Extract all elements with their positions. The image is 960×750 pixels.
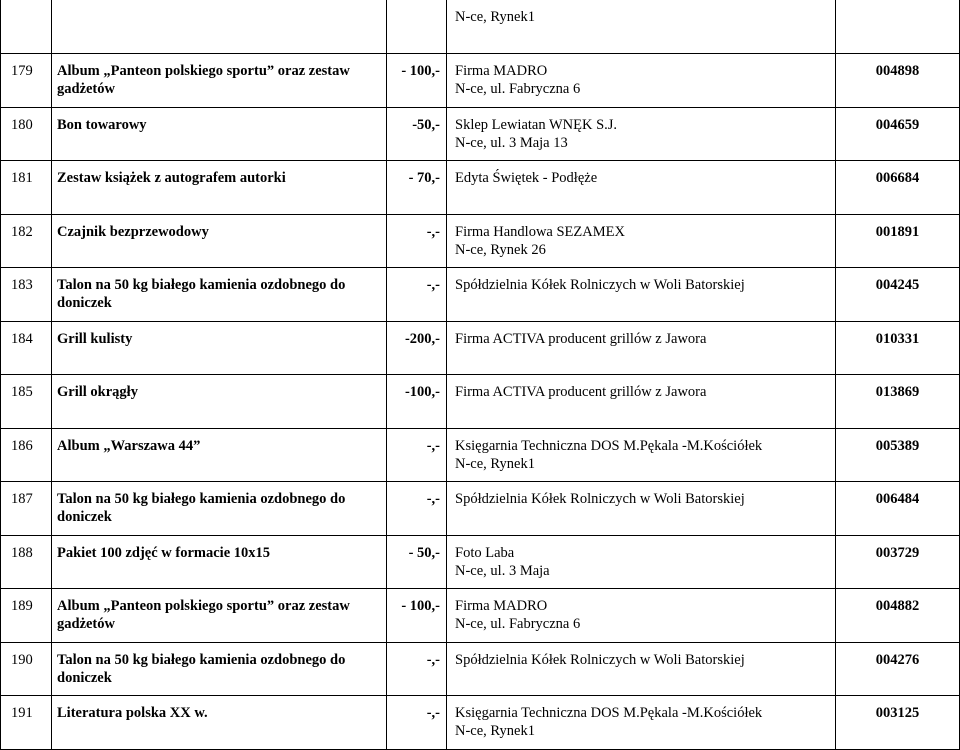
donor-name: Księgarnia Techniczna DOS M.Pękala -M.Kościółek bbox=[455, 438, 763, 454]
item-code: 010331 bbox=[875, 331, 920, 347]
cell-donor bbox=[447, 696, 836, 750]
donor-name: Sklep Lewiatan WNĘK S.J. bbox=[455, 117, 618, 133]
cell-name bbox=[52, 429, 387, 482]
cell-name bbox=[52, 108, 387, 161]
item-code: 005389 bbox=[875, 438, 920, 454]
donor-name: Spółdzielnia Kółek Rolniczych w Woli Batorskiej bbox=[455, 277, 745, 293]
item-code: 004659 bbox=[875, 117, 920, 133]
item-number: 181 bbox=[11, 170, 33, 186]
table-row bbox=[1, 322, 960, 375]
donor-name: Firma ACTIVA producent grillów z Jawora bbox=[455, 331, 707, 347]
cell-donor bbox=[447, 0, 836, 54]
item-number: 182 bbox=[11, 224, 33, 240]
cell-code bbox=[836, 482, 960, 536]
item-name: Album „Panteon polskiego sportu” oraz zestaw gadżetów bbox=[57, 598, 350, 632]
cell-donor bbox=[447, 589, 836, 643]
table-row bbox=[1, 161, 960, 215]
item-value: -,- bbox=[426, 277, 440, 293]
cell-name bbox=[52, 322, 387, 375]
table-row bbox=[1, 429, 960, 482]
item-value: -,- bbox=[426, 491, 440, 507]
cell-name bbox=[52, 268, 387, 322]
donor-name: Firma ACTIVA producent grillów z Jawora bbox=[455, 384, 707, 400]
donor-name: Foto Laba bbox=[455, 545, 515, 561]
item-name: Pakiet 100 zdjęć w formacie 10x15 bbox=[57, 545, 271, 561]
donor-address: N-ce, Rynek 26 bbox=[455, 242, 546, 258]
cell-donor bbox=[447, 482, 836, 536]
item-value: -100,- bbox=[404, 384, 440, 400]
item-code: 003729 bbox=[875, 545, 920, 561]
table-row bbox=[1, 643, 960, 696]
donor-name: Spółdzielnia Kółek Rolniczych w Woli Batorskiej bbox=[455, 652, 745, 668]
item-code: 006684 bbox=[875, 170, 920, 186]
cell-code bbox=[836, 375, 960, 429]
cell-code bbox=[836, 108, 960, 161]
cell-name bbox=[52, 536, 387, 589]
cell-code bbox=[836, 215, 960, 268]
cell-nr bbox=[1, 322, 52, 375]
item-value: - 100,- bbox=[401, 598, 440, 614]
cell-donor bbox=[447, 322, 836, 375]
table-row bbox=[1, 589, 960, 643]
cell-value bbox=[387, 536, 447, 589]
cell-name bbox=[52, 643, 387, 696]
cell-nr bbox=[1, 589, 52, 643]
table-row bbox=[1, 108, 960, 161]
item-value: - 50,- bbox=[408, 545, 440, 561]
item-name: Talon na 50 kg białego kamienia ozdobnego do doniczek bbox=[57, 491, 346, 525]
cell-donor bbox=[447, 429, 836, 482]
cell-value bbox=[387, 322, 447, 375]
cell-value bbox=[387, 696, 447, 750]
item-number: 186 bbox=[11, 438, 33, 454]
cell-code bbox=[836, 0, 960, 54]
cell-nr bbox=[1, 696, 52, 750]
item-name: Literatura polska XX w. bbox=[57, 705, 208, 721]
cell-code bbox=[836, 643, 960, 696]
donor-address: N-ce, Rynek1 bbox=[455, 456, 535, 472]
item-number: 188 bbox=[11, 545, 33, 561]
cell-donor bbox=[447, 54, 836, 108]
donor-address: N-ce, ul. Fabryczna 6 bbox=[455, 616, 581, 632]
item-code: 004898 bbox=[875, 63, 920, 79]
table-row-top bbox=[1, 0, 960, 54]
donor-name: Edyta Świętek - Podłęże bbox=[455, 170, 598, 186]
cell-code bbox=[836, 268, 960, 322]
cell-name bbox=[52, 589, 387, 643]
item-name: Album „Panteon polskiego sportu” oraz zestaw gadżetów bbox=[57, 63, 350, 97]
cell-donor bbox=[447, 108, 836, 161]
cell-nr bbox=[1, 375, 52, 429]
cell-nr bbox=[1, 54, 52, 108]
item-code: 013869 bbox=[875, 384, 920, 400]
cell-code bbox=[836, 322, 960, 375]
item-name: Czajnik bezprzewodowy bbox=[57, 224, 209, 240]
donor-address: N-ce, ul. 3 Maja bbox=[455, 563, 550, 579]
item-value: -200,- bbox=[404, 331, 440, 347]
cell-nr bbox=[1, 643, 52, 696]
table-row bbox=[1, 215, 960, 268]
cell-name bbox=[52, 0, 387, 54]
item-code: 004882 bbox=[875, 598, 920, 614]
item-value: -,- bbox=[426, 438, 440, 454]
item-number: 183 bbox=[11, 277, 33, 293]
cell-name bbox=[52, 215, 387, 268]
cell-donor bbox=[447, 161, 836, 215]
cell-code bbox=[836, 429, 960, 482]
cell-code bbox=[836, 161, 960, 215]
cell-name bbox=[52, 696, 387, 750]
item-code: 003125 bbox=[875, 705, 920, 721]
cell-nr bbox=[1, 108, 52, 161]
cell-name bbox=[52, 161, 387, 215]
item-name: Talon na 50 kg białego kamienia ozdobnego do doniczek bbox=[57, 277, 346, 311]
cell-nr bbox=[1, 215, 52, 268]
item-name: Talon na 50 kg białego kamienia ozdobnego do doniczek bbox=[57, 652, 346, 686]
cell-name bbox=[52, 54, 387, 108]
item-number: 191 bbox=[11, 705, 33, 721]
donor-address: N-ce, Rynek1 bbox=[455, 723, 535, 739]
cell-value bbox=[387, 643, 447, 696]
cell-code bbox=[836, 589, 960, 643]
item-value: -50,- bbox=[412, 117, 440, 133]
cell-value bbox=[387, 108, 447, 161]
donor-address: N-ce, ul. 3 Maja 13 bbox=[455, 135, 568, 151]
cell-value bbox=[387, 482, 447, 536]
cell-value bbox=[387, 589, 447, 643]
item-value: -,- bbox=[426, 652, 440, 668]
cell-donor bbox=[447, 643, 836, 696]
table-row bbox=[1, 375, 960, 429]
cell-nr bbox=[1, 482, 52, 536]
donor-name: Księgarnia Techniczna DOS M.Pękala -M.Kościółek bbox=[455, 705, 763, 721]
item-value: - 100,- bbox=[401, 63, 440, 79]
donor-name: Spółdzielnia Kółek Rolniczych w Woli Batorskiej bbox=[455, 491, 745, 507]
item-code: 004276 bbox=[875, 652, 920, 668]
donor-name: Firma MADRO bbox=[455, 598, 548, 614]
item-number: 180 bbox=[11, 117, 33, 133]
cell-donor bbox=[447, 268, 836, 322]
item-number: 190 bbox=[11, 652, 33, 668]
cell-value bbox=[387, 268, 447, 322]
item-name: Zestaw książek z autografem autorki bbox=[57, 170, 286, 186]
donor-name: Firma MADRO bbox=[455, 63, 548, 79]
table-row bbox=[1, 482, 960, 536]
item-name: Bon towarowy bbox=[57, 117, 147, 133]
item-value: -,- bbox=[426, 705, 440, 721]
item-name: Album „Warszawa 44” bbox=[57, 438, 201, 454]
cell-value bbox=[387, 375, 447, 429]
item-number: 184 bbox=[11, 331, 33, 347]
table-row bbox=[1, 268, 960, 322]
table-row bbox=[1, 696, 960, 750]
cell-nr bbox=[1, 161, 52, 215]
cell-nr bbox=[1, 0, 52, 54]
cell-value bbox=[387, 0, 447, 54]
cell-nr bbox=[1, 536, 52, 589]
cell-donor bbox=[447, 215, 836, 268]
donor-name: Firma Handlowa SEZAMEX bbox=[455, 224, 625, 240]
item-number: 185 bbox=[11, 384, 33, 400]
cell-code bbox=[836, 696, 960, 750]
cell-code bbox=[836, 54, 960, 108]
item-code: 006484 bbox=[875, 491, 920, 507]
table-row bbox=[1, 54, 960, 108]
item-number: 179 bbox=[11, 63, 33, 79]
item-number: 187 bbox=[11, 491, 33, 507]
donor-address: N-ce, ul. Fabryczna 6 bbox=[455, 81, 581, 97]
item-number: 189 bbox=[11, 598, 33, 614]
item-value: -,- bbox=[426, 224, 440, 240]
cell-name bbox=[52, 482, 387, 536]
item-value: - 70,- bbox=[408, 170, 440, 186]
cell-value bbox=[387, 161, 447, 215]
cell-donor bbox=[447, 536, 836, 589]
donor-address: N-ce, Rynek1 bbox=[455, 9, 535, 25]
cell-code bbox=[836, 536, 960, 589]
cell-nr bbox=[1, 268, 52, 322]
item-code: 004245 bbox=[875, 277, 920, 293]
item-name: Grill kulisty bbox=[57, 331, 133, 347]
cell-value bbox=[387, 215, 447, 268]
cell-name bbox=[52, 375, 387, 429]
item-name: Grill okrągły bbox=[57, 384, 138, 400]
cell-value bbox=[387, 54, 447, 108]
cell-value bbox=[387, 429, 447, 482]
cell-donor bbox=[447, 375, 836, 429]
item-code: 001891 bbox=[875, 224, 920, 240]
cell-nr bbox=[1, 429, 52, 482]
table-row bbox=[1, 536, 960, 589]
